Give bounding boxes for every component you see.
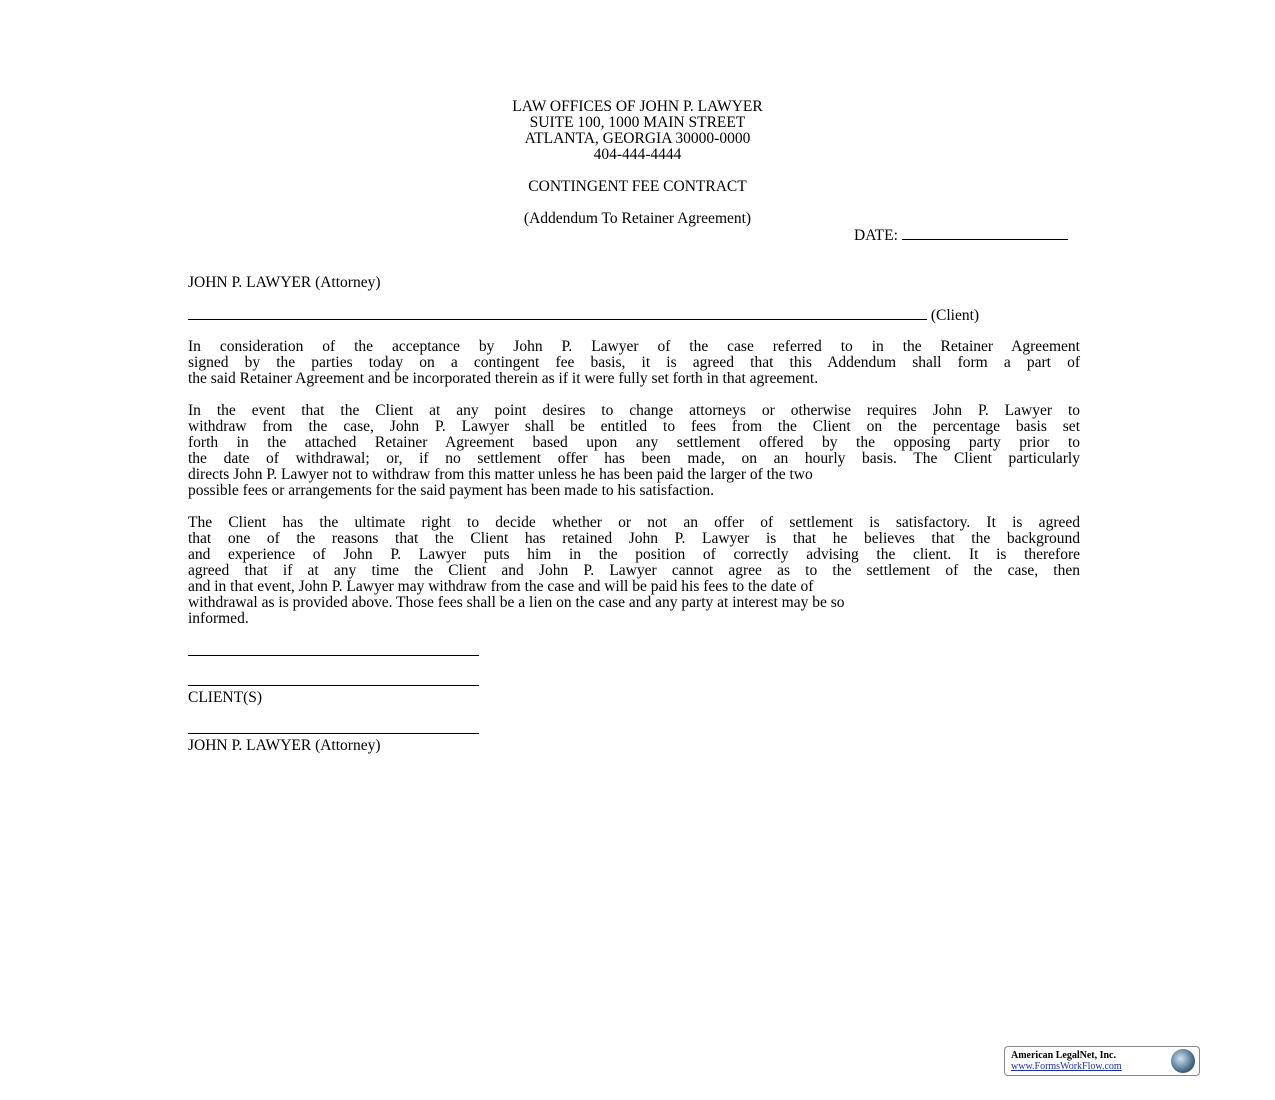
client-name-line — [188, 307, 927, 320]
logo-company: American LegalNet, Inc. — [1011, 1050, 1116, 1061]
header-city: ATLANTA, GEORGIA 30000-0000 — [524, 130, 751, 147]
attorney-signature-line[interactable] — [188, 721, 479, 738]
text-line: In consideration of the acceptance by John P. Lawyer of the case referred to in the Retainer Agreement — [188, 338, 1080, 355]
text-line: The Client has the ultimate right to decide whether or not an offer of settlement is satisfactory. It is agreed — [188, 514, 1080, 531]
header-phone: 404-444-4444 — [593, 146, 682, 163]
document-title: CONTINGENT FEE CONTRACT — [528, 178, 747, 195]
text-line: In the event that the Client at any point desires to change attorneys or otherwise requires John P. Lawyer to — [188, 402, 1080, 419]
paragraph-1 — [188, 339, 1080, 387]
text-line: agreed that if at any time the Client and John P. Lawyer cannot agree as to the settlement of the case, then — [188, 562, 1080, 579]
globe-icon — [1171, 1049, 1195, 1073]
header-firm: LAW OFFICES OF JOHN P. LAWYER — [512, 98, 763, 115]
text-line: the said Retainer Agreement and be incorporated therein as if it were fully set forth in that agreement. — [188, 370, 819, 387]
logo-url-link[interactable]: www.FormsWorkFlow.com — [1011, 1061, 1122, 1072]
date-line — [902, 227, 1068, 240]
client-label: (Client) — [930, 307, 980, 324]
text-line: forth in the attached Retainer Agreement based upon any settlement offered by the opposing party prior to — [188, 434, 1080, 451]
paragraph-3 — [188, 515, 1080, 627]
date-label: DATE: — [854, 227, 898, 244]
text-line: and experience of John P. Lawyer puts him in the position of correctly advising the client. It is therefore — [188, 546, 1080, 563]
header-address: SUITE 100, 1000 MAIN STREET — [529, 114, 746, 131]
attorney-signature-label: JOHN P. LAWYER (Attorney) — [188, 737, 381, 754]
date-field[interactable] — [854, 227, 1068, 244]
client-field[interactable] — [188, 307, 979, 324]
client-signature-line-2[interactable] — [188, 673, 479, 690]
attorney-party: JOHN P. LAWYER (Attorney) — [188, 274, 381, 291]
client-signature-line-1[interactable] — [188, 643, 479, 660]
american-legalnet-logo[interactable] — [1004, 1046, 1200, 1076]
document-subtitle: (Addendum To Retainer Agreement) — [523, 210, 752, 227]
text-line: directs John P. Lawyer not to withdraw from this matter unless he has been paid the larger of the two — [188, 466, 813, 483]
text-line: withdrawal as is provided above. Those fees shall be a lien on the case and any party at interest may be so — [188, 594, 845, 611]
paragraph-2 — [188, 403, 1080, 499]
text-line: that one of the reasons that the Client has retained John P. Lawyer is that he believes that the background — [188, 530, 1080, 547]
text-line: possible fees or arrangements for the said payment has been made to his satisfaction. — [188, 482, 714, 499]
client-signature-label: CLIENT(S) — [188, 689, 263, 706]
text-line: informed. — [188, 610, 249, 627]
text-line: signed by the parties today on a contingent fee basis, it is agreed that this Addendum shall form a part of — [188, 354, 1080, 371]
text-line: the date of withdrawal; or, if no settlement offer has been made, on an hourly basis. The Client particularly — [188, 450, 1080, 467]
text-line: withdraw from the case, John P. Lawyer shall be entitled to fees from the Client on the percentage basis set — [188, 418, 1080, 435]
text-line: and in that event, John P. Lawyer may withdraw from the case and will be paid his fees to the date of — [188, 578, 814, 595]
